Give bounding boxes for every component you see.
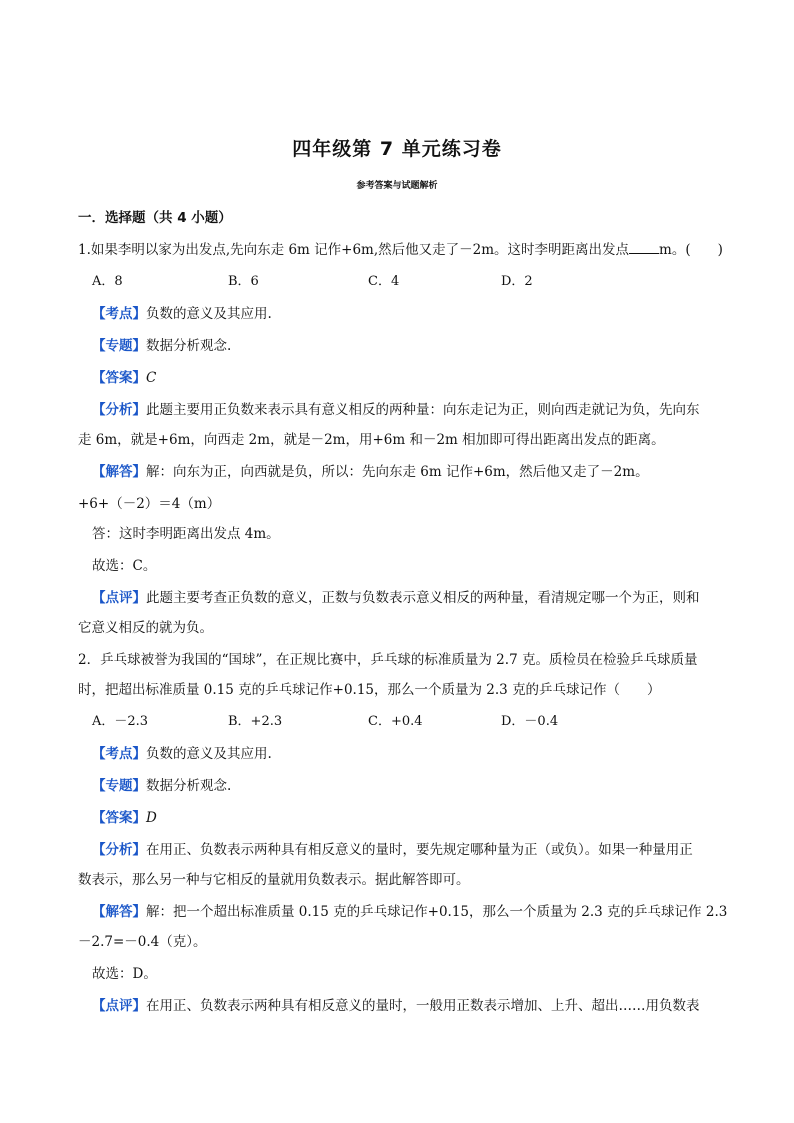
dianping-text: 此题主要考查正负数的意义，正数与负数表示意义相反的两种量，看清规定哪一个为正，则和 (146, 590, 700, 606)
q1-daan (92, 366, 156, 386)
q2-stem-line2: 时，把超出标准质量 0.15 克的乒乓球记作+0.15，那么一个质量为 2.3 克的乒乓球记作（ ） (78, 682, 661, 698)
q2-jieda-line1 (92, 900, 727, 920)
kaodian-text: 负数的意义及其应用. (146, 746, 272, 762)
q2-kaodian (92, 742, 272, 762)
q2-option-b: B．+2.3 (228, 714, 283, 729)
q1-option-b: B．6 (228, 274, 259, 289)
daan-tag: 【答案】 (92, 810, 146, 826)
q2-option-c: C．+0.4 (368, 714, 423, 729)
kaodian-text: 负数的意义及其应用. (146, 306, 272, 322)
fenxi-text: 在用正、负数表示两种具有相反意义的量时，要先规定哪种量为正（或负）。如果一种量用正 (146, 842, 693, 858)
q2-zhuanti (92, 774, 231, 794)
q1-stem (78, 238, 723, 258)
jieda-text: 解：把一个超出标准质量 0.15 克的乒乓球记作+0.15，那么一个质量为 2.3 克的乒乓球记作 2.3 (146, 904, 728, 920)
q2-fenxi-line2: 数表示，那么另一种与它相反的量就用负数表示。据此解答即可。 (78, 872, 470, 888)
q2-stem-line1: 2．乒乓球被誉为我国的“国球”，在正规比赛中，乒乓球的标准质量为 2.7 克。质检员在检验乒乓球质量 (78, 652, 698, 668)
jieda-tag: 【解答】 (92, 904, 146, 920)
daan-text: D (146, 810, 157, 826)
daan-tag: 【答案】 (92, 370, 146, 386)
q1-option-d: D．2 (501, 274, 533, 289)
fenxi-tag: 【分析】 (92, 402, 146, 418)
jieda-text: 解：向东为正，向西就是负，所以：先向东走 6m 记作+6m，然后他又走了－2m。 (146, 464, 649, 480)
dianping-text: 在用正、负数表示两种具有相反意义的量时，一般用正数表示增加、上升、超出……用负数表 (146, 998, 700, 1014)
q1-jieda-line3: 答：这时李明距离出发点 4m。 (92, 526, 280, 542)
jieda-tag: 【解答】 (92, 464, 146, 480)
q1-stem-tail: m。( ) (659, 242, 723, 258)
q1-jieda-line4: 故选：C。 (92, 558, 157, 574)
fenxi-tag: 【分析】 (92, 842, 146, 858)
q1-jieda-line1 (92, 460, 649, 480)
fenxi-text: 此题主要用正负数来表示具有意义相反的两种量：向东走记为正，则向西走就记为负，先向东 (146, 402, 700, 418)
q2-fenxi-line1 (92, 838, 693, 858)
q1-dianping-line1 (92, 586, 700, 606)
q1-option-c: C．4 (368, 274, 400, 289)
q1-fenxi-line1 (92, 398, 700, 418)
daan-text: C (146, 370, 157, 386)
dianping-tag: 【点评】 (92, 998, 146, 1014)
page-subtitle: 参考答案与试题解析 (356, 181, 438, 191)
q1-option-a: A．8 (92, 274, 123, 289)
q2-option-a: A．－2.3 (92, 714, 149, 729)
q2-jieda-line2: －2.7=－0.4（克）。 (78, 934, 207, 950)
kaodian-tag: 【考点】 (92, 306, 146, 322)
zhuanti-text: 数据分析观念. (146, 338, 232, 354)
q1-fenxi-line2: 走 6m，就是+6m，向西走 2m，就是－2m，用+6m 和－2m 相加即可得出距离出发点的距离。 (78, 432, 665, 448)
q1-stem-text: 1.如果李明以家为出发点,先向东走 6m 记作+6m,然后他又走了－2m。这时李明距离出发点 (78, 242, 630, 258)
q2-daan (92, 806, 157, 826)
page-title: 四年级第 7 单元练习卷 (292, 138, 502, 160)
zhuanti-text: 数据分析观念. (146, 778, 232, 794)
zhuanti-tag: 【专题】 (92, 778, 146, 794)
dianping-tag: 【点评】 (92, 590, 146, 606)
q1-jieda-line2: +6+（－2）＝4（m） (78, 496, 221, 512)
q1-dianping-line2: 它意义相反的就为负。 (78, 620, 213, 636)
q1-blank (629, 241, 659, 254)
q2-option-d: D．－0.4 (501, 714, 559, 729)
q2-jieda-line3: 故选：D。 (92, 966, 157, 982)
kaodian-tag: 【考点】 (92, 746, 146, 762)
q1-kaodian (92, 302, 272, 322)
q2-dianping-line1 (92, 994, 700, 1014)
zhuanti-tag: 【专题】 (92, 338, 146, 354)
section-heading: 一．选择题（共 4 小题） (78, 210, 232, 226)
q1-zhuanti (92, 334, 231, 354)
